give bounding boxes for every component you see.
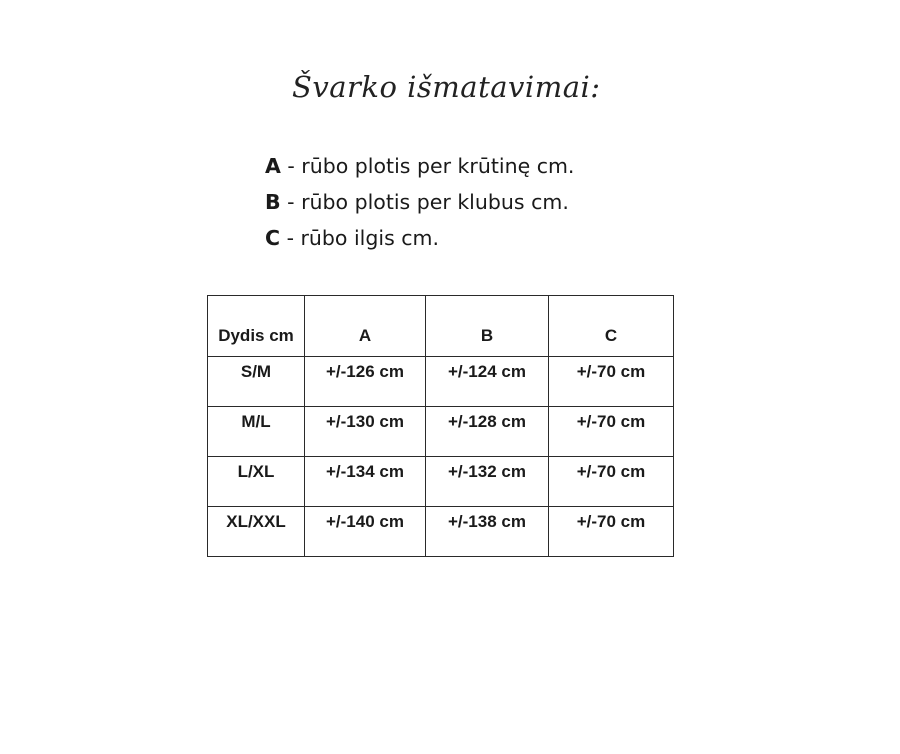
- legend-item-a: [265, 148, 574, 184]
- measurement-legend: [265, 148, 574, 256]
- c-cell: +/-70 cm: [549, 507, 674, 557]
- header-b: B: [426, 296, 549, 357]
- legend-item-c: [265, 220, 574, 256]
- table-row: [208, 457, 674, 507]
- table-row: [208, 507, 674, 557]
- header-c: C: [549, 296, 674, 357]
- a-cell: +/-140 cm: [305, 507, 426, 557]
- size-cell: XL/XXL: [208, 507, 305, 557]
- a-cell: +/-134 cm: [305, 457, 426, 507]
- table-row: [208, 357, 674, 407]
- table-header-row: [208, 296, 674, 357]
- legend-text: - rūbo ilgis cm.: [280, 226, 440, 250]
- c-cell: +/-70 cm: [549, 457, 674, 507]
- b-cell: +/-128 cm: [426, 407, 549, 457]
- header-a: A: [305, 296, 426, 357]
- size-cell: S/M: [208, 357, 305, 407]
- legend-item-b: [265, 184, 574, 220]
- legend-key: B: [265, 190, 281, 214]
- legend-text: - rūbo plotis per krūtinę cm.: [280, 154, 575, 178]
- size-table: [207, 295, 674, 557]
- b-cell: +/-138 cm: [426, 507, 549, 557]
- b-cell: +/-124 cm: [426, 357, 549, 407]
- c-cell: +/-70 cm: [549, 407, 674, 457]
- page-title: Švarko išmatavimai:: [292, 70, 601, 104]
- header-size: Dydis cm: [208, 296, 305, 357]
- b-cell: +/-132 cm: [426, 457, 549, 507]
- size-cell: L/XL: [208, 457, 305, 507]
- table-row: [208, 407, 674, 457]
- legend-key: A: [265, 154, 281, 178]
- size-cell: M/L: [208, 407, 305, 457]
- legend-key: C: [265, 226, 281, 250]
- c-cell: +/-70 cm: [549, 357, 674, 407]
- legend-text: - rūbo plotis per klubus cm.: [280, 190, 569, 214]
- a-cell: +/-130 cm: [305, 407, 426, 457]
- a-cell: +/-126 cm: [305, 357, 426, 407]
